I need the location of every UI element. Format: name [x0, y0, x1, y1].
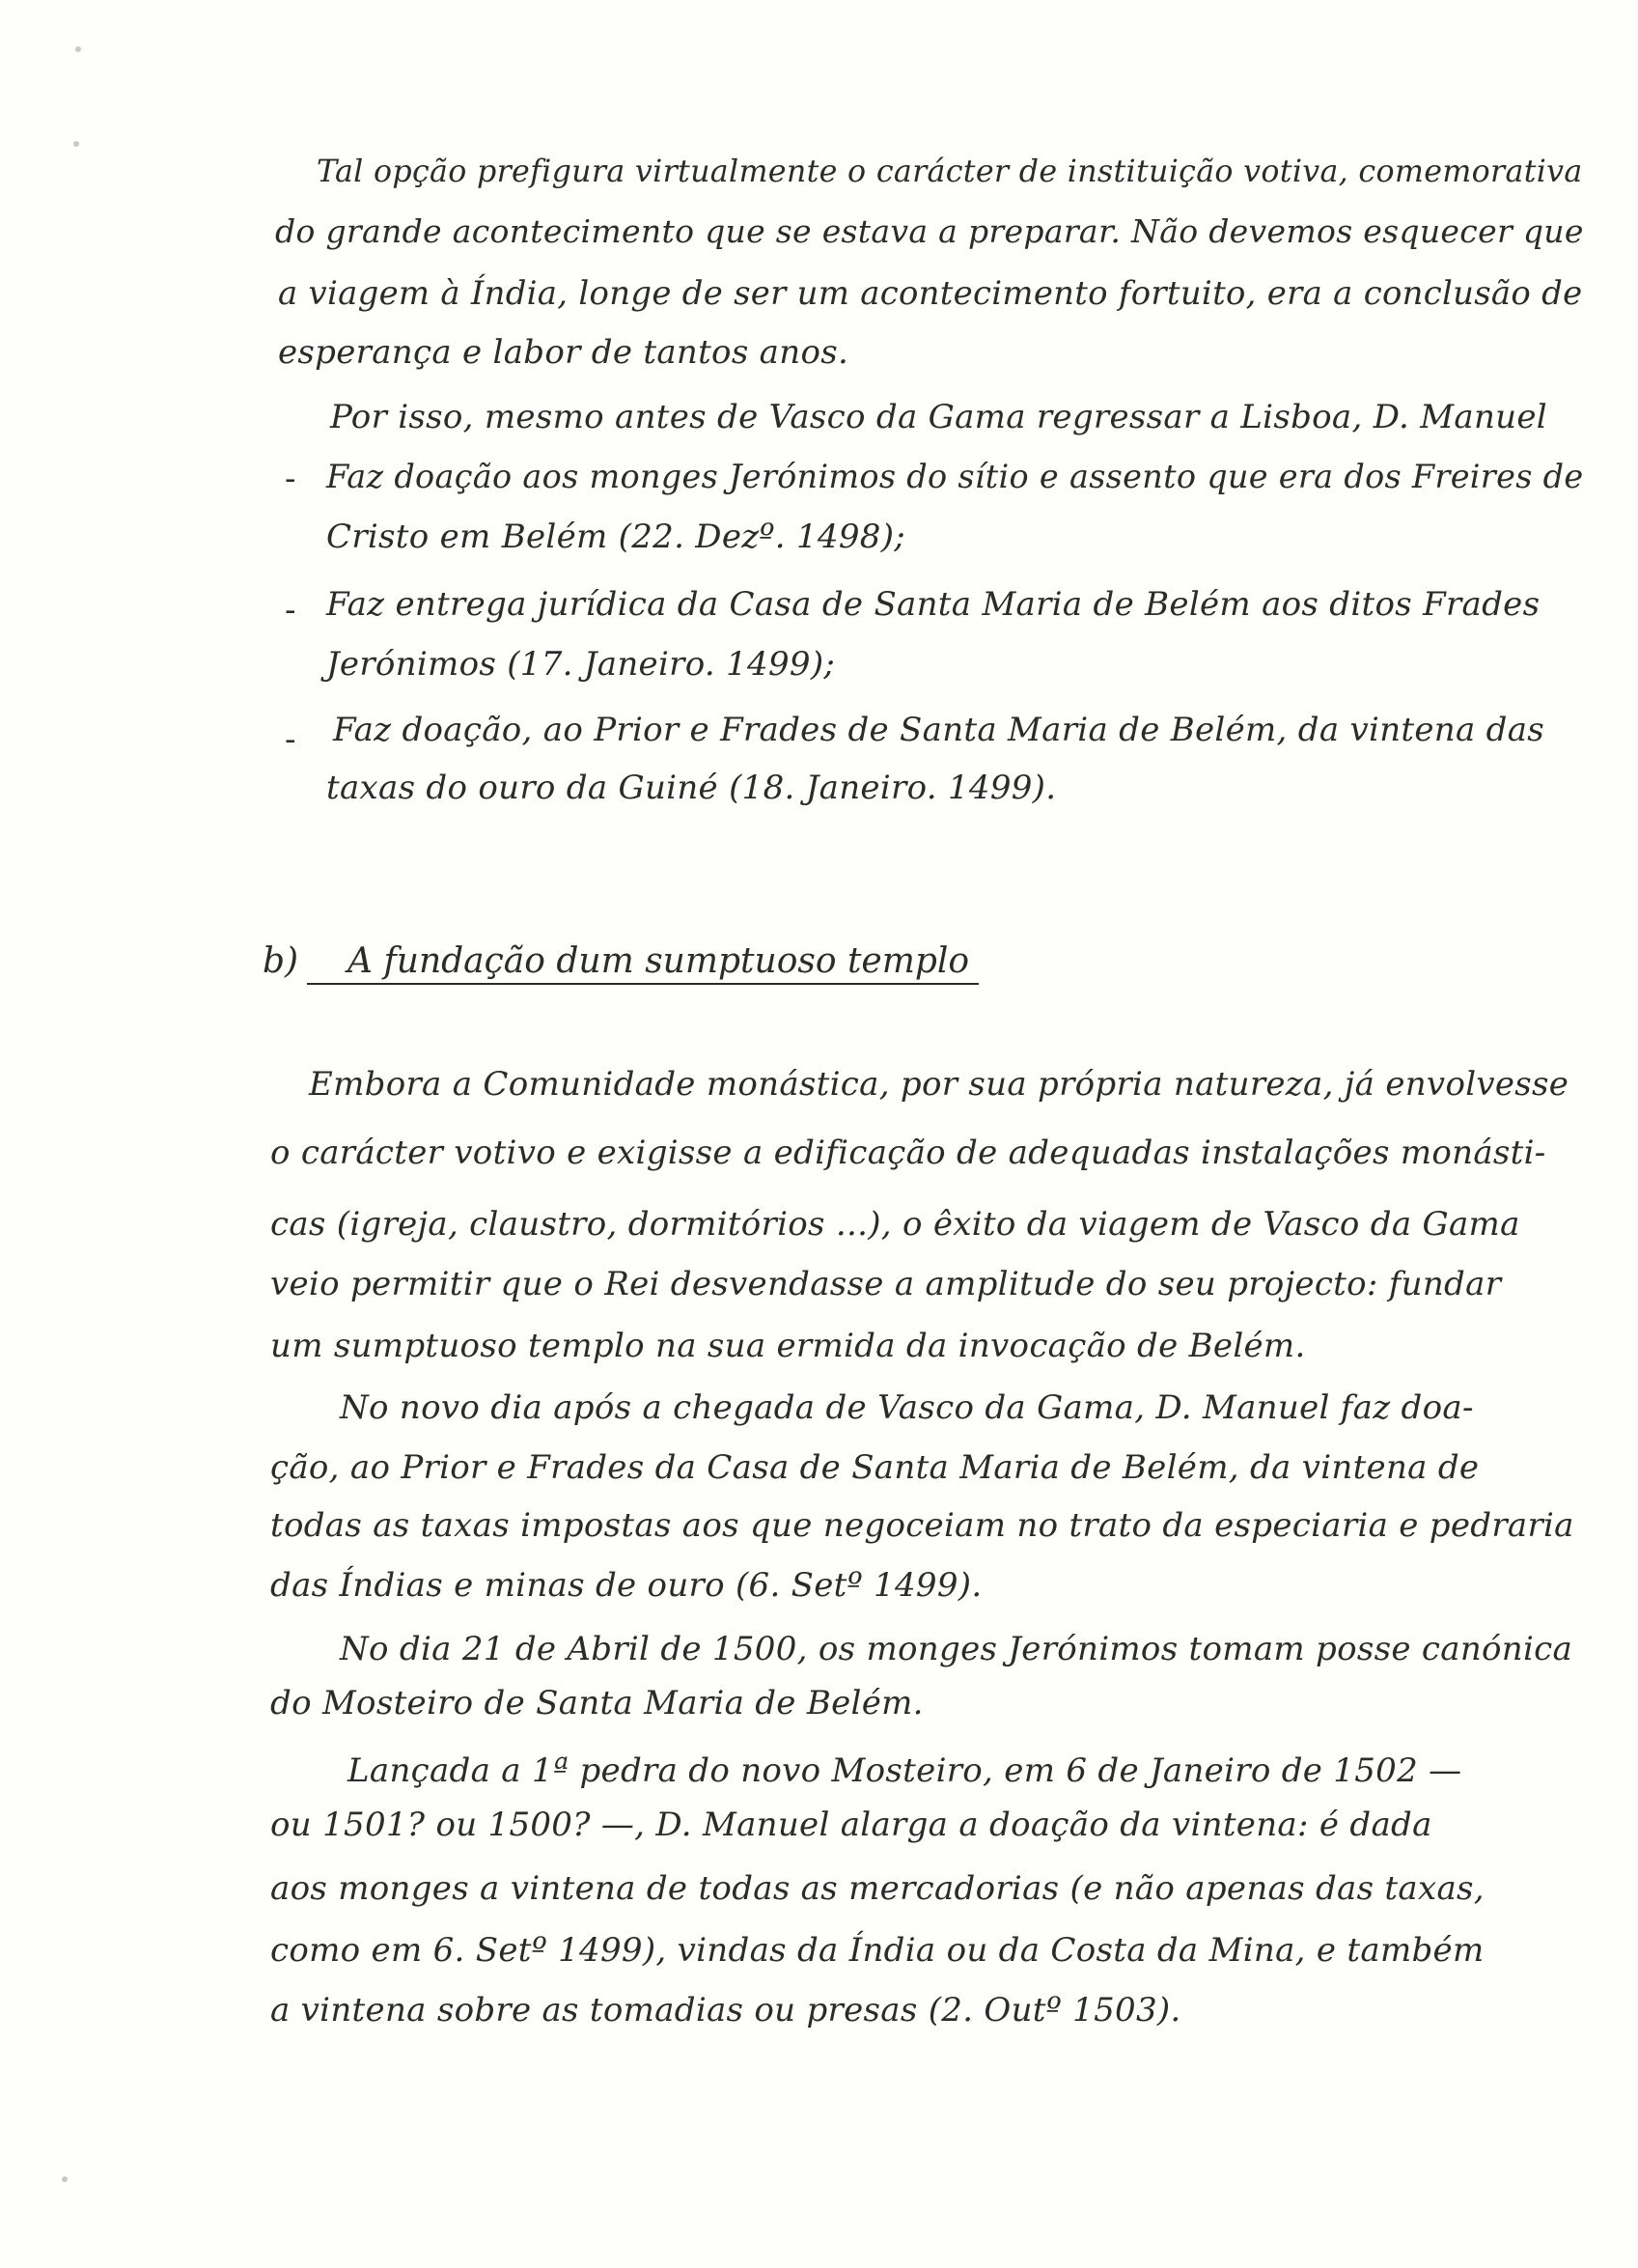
paragraph4-line: No novo dia após a chegada de Vasco da Gama, D. Manuel faz doa-: [340, 1388, 1474, 1427]
paragraph1-line: esperança e labor de tantos anos.: [278, 333, 849, 372]
paragraph5-line: do Mosteiro de Santa Maria de Belém.: [270, 1684, 924, 1722]
bullet-item-line: Cristo em Belém (22. Dezº. 1498);: [326, 518, 906, 556]
paragraph6-line: aos monges a vintena de todas as mercadorias (e não apenas das taxas,: [270, 1869, 1485, 1908]
paragraph2-intro: Por isso, mesmo antes de Vasco da Gama regressar a Lisboa, D. Manuel: [330, 398, 1547, 436]
bullet-item-line: Faz doação aos monges Jerónimos do sítio e assento que era dos Freires de: [326, 458, 1584, 495]
paragraph4-line: das Índias e minas de ouro (6. Setº 1499).: [270, 1566, 983, 1605]
bullet-dash: -: [285, 720, 296, 759]
section-title-underline: [307, 983, 979, 985]
paragraph1-line: a viagem à Índia, longe de ser um acontecimento fortuito, era a conclusão de: [278, 274, 1583, 312]
paragraph4-line: ção, ao Prior e Frades da Casa de Santa Maria de Belém, da vintena de: [270, 1448, 1480, 1487]
paragraph3-line: o carácter votivo e exigisse a edificação de adequadas instalações monásti-: [270, 1134, 1546, 1172]
paragraph3-line: Embora a Comunidade monástica, por sua própria natureza, já envolvesse: [309, 1065, 1569, 1104]
bullet-item-line: Faz entrega jurídica da Casa de Santa Maria de Belém aos ditos Frades: [326, 585, 1541, 624]
bullet-item-line: taxas do ouro da Guiné (18. Janeiro. 1499).: [326, 769, 1057, 807]
paragraph4-line: todas as taxas impostas aos que negoceiam no trato da especiaria e pedraria: [270, 1506, 1574, 1545]
section-label: b): [263, 941, 299, 981]
paragraph1-line: Tal opção prefigura virtualmente o carácter de instituição votiva, comemorativa: [317, 154, 1583, 189]
paragraph5-line: No dia 21 de Abril de 1500, os monges Jerónimos tomam posse canónica: [340, 1630, 1573, 1668]
bullet-dash: -: [285, 591, 296, 630]
paragraph3-line: veio permitir que o Rei desvendasse a amplitude do seu projecto: fundar: [270, 1265, 1502, 1303]
paragraph1-line: do grande acontecimento que se estava a preparar. Não devemos esquecer que: [275, 212, 1584, 250]
paragraph6-line: a vintena sobre as tomadias ou presas (2. Outº 1503).: [270, 1991, 1181, 2030]
paragraph6-line: Lançada a 1ª pedra do novo Mosteiro, em 6 de Janeiro de 1502 —: [347, 1751, 1462, 1790]
paper-speck: [75, 46, 81, 52]
paragraph6-line: ou 1501? ou 1500? —, D. Manuel alarga a doação da vintena: é dada: [270, 1806, 1432, 1844]
paragraph3-line: um sumptuoso templo na sua ermida da invocação de Belém.: [270, 1327, 1306, 1365]
bullet-item-line: Faz doação, ao Prior e Frades de Santa Maria de Belém, da vintena das: [333, 711, 1545, 749]
paragraph6-line: como em 6. Setº 1499), vindas da Índia ou da Costa da Mina, e também: [270, 1931, 1485, 1970]
paragraph3-line: cas (igreja, claustro, dormitórios ...), o êxito da viagem de Vasco da Gama: [270, 1205, 1520, 1244]
bullet-item-line: Jerónimos (17. Janeiro. 1499);: [326, 645, 836, 684]
paper-speck: [73, 141, 79, 147]
section-title: A fundação dum sumptuoso templo: [347, 941, 970, 981]
bullet-dash: -: [285, 460, 296, 498]
paper-speck: [62, 2176, 68, 2182]
